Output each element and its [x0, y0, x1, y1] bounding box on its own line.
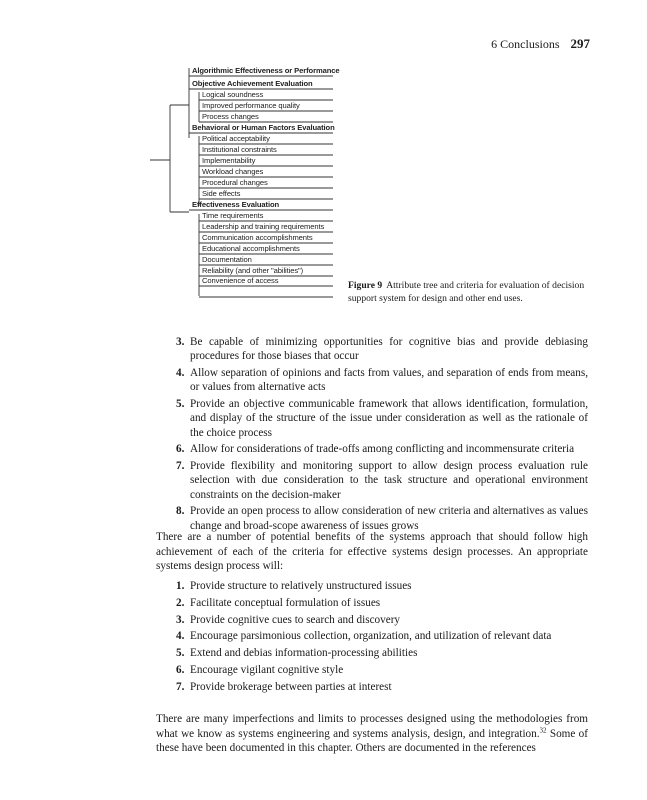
list-item: [176, 579, 588, 593]
list-item-number: 4.: [176, 367, 185, 379]
list-item-number: 6.: [176, 443, 185, 456]
list-item-text: Allow for considerations of trade-offs among conflicting and incommensurate criteria: [190, 443, 575, 456]
list-item-number: 1.: [176, 580, 185, 592]
tree-node-label: Objective Achievement Evaluation: [192, 79, 313, 88]
list-item-text: Allow separation of opinions and facts from values, and separation of ends from means, or values from alternative acts: [190, 367, 588, 394]
tree-node-label: Political acceptability: [202, 134, 270, 143]
tree-node-label: Institutional constraints: [202, 145, 277, 154]
tree-node-label: Workload changes: [202, 167, 264, 176]
chapter-number: 6: [491, 37, 498, 51]
closing-paragraph: [156, 712, 588, 756]
tree-node-label: Effectiveness Evaluation: [192, 200, 280, 209]
tree-node-label: Communication accomplishments: [202, 233, 313, 242]
tree-node-label: Improved performance quality: [202, 101, 300, 110]
list-item: [176, 646, 588, 660]
benefits-list: [176, 579, 588, 697]
list-item-text: Encourage parsimonious collection, organization, and utilization of relevant data: [190, 630, 552, 643]
figure-caption: [348, 279, 594, 305]
list-item-number: 7.: [176, 680, 185, 693]
list-item: [176, 366, 588, 395]
list-item-text: Provide structure to relatively unstructured issues: [190, 580, 412, 592]
list-item-text: Provide an open process to allow consideration of new criteria and alternatives as values change and broad-scope awareness of issues grows: [190, 505, 588, 532]
list-item: [176, 680, 588, 694]
page-number: 297: [570, 36, 590, 51]
list-item-number: 7.: [176, 460, 185, 472]
tree-node-label: Process changes: [202, 112, 259, 121]
tree-node-label: Algorithmic Effectiveness or Performance: [192, 66, 340, 75]
list-item: [176, 629, 588, 643]
list-item: [176, 504, 588, 533]
list-item-number: 5.: [176, 647, 185, 660]
list-item-number: 5.: [176, 398, 185, 410]
list-item: [176, 442, 588, 456]
tree-node-label: Educational accomplishments: [202, 244, 300, 253]
list-item-number: 3.: [176, 613, 185, 626]
list-item-text: Extend and debias information-processing abilities: [190, 647, 418, 660]
figure-label: Figure 9: [348, 280, 383, 291]
list-item: [176, 459, 588, 502]
tree-node-label: Documentation: [202, 255, 252, 264]
body-paragraph: There are a number of potential benefits of the systems approach that should follow high achievement of each of the criteria for effective systems design processes. An appropriate systems design process will:: [156, 531, 588, 573]
closing-paragraph-text: There are many imperfections and limits to processes designed using the methodologies from what we know as systems engineering and systems analysis, design, and integration.: [156, 713, 588, 740]
list-item: [176, 397, 588, 440]
tree-node-label: Side effects: [202, 189, 241, 198]
list-item: [176, 335, 588, 364]
closing-paragraph-continuation: Some of these have been documented in this chapter. Others are documented in the references: [156, 727, 588, 755]
tree-node-label: Procedural changes: [202, 178, 268, 187]
tree-node-label: Logical soundness: [202, 90, 264, 99]
list-item-text: Encourage vigilant cognitive style: [190, 663, 344, 676]
attribute-tree-figure: [150, 64, 340, 304]
list-item-number: 2.: [176, 596, 185, 609]
criteria-list: [176, 335, 588, 535]
list-item-text: Provide brokerage between parties at interest: [190, 680, 392, 693]
list-item-text: Facilitate conceptual formulation of issues: [190, 596, 381, 609]
list-item-number: 6.: [176, 663, 185, 676]
list-item: [176, 596, 588, 610]
chapter-title: Conclusions: [500, 37, 560, 51]
tree-node-label: Implementability: [202, 156, 256, 165]
list-item: [176, 663, 588, 677]
tree-node-label: Reliability (and other "abilities"): [202, 266, 304, 275]
tree-node-label: Time requirements: [202, 211, 264, 220]
list-item-text: Provide an objective communicable framework that allows identification, formulation, and display of the structure of the issue under consideration as well as the rationale of the choice process: [190, 398, 588, 439]
list-item-text: Provide cognitive cues to search and discovery: [190, 613, 401, 626]
tree-node-label: Convenience of access: [202, 276, 279, 285]
figure-caption-text: Attribute tree and criteria for evaluation of decision support system for design and other end uses.: [348, 280, 585, 304]
running-header: [0, 36, 590, 52]
list-item-number: 4.: [176, 630, 185, 643]
list-item-text: Be capable of minimizing opportunities for cognitive bias and provide debiasing procedures for those biases that occur: [190, 336, 588, 363]
tree-node-label: Leadership and training requirements: [202, 222, 325, 231]
footnote-marker: 32: [539, 725, 547, 734]
tree-node-label: Behavioral or Human Factors Evaluation: [192, 123, 335, 132]
list-item-text: Provide flexibility and monitoring support to allow design process evaluation rule selection with due consideration to the task structure and operational environment constraints on the decision-maker: [190, 460, 588, 501]
list-item-number: 8.: [176, 505, 185, 518]
list-item-number: 3.: [176, 336, 185, 348]
list-item: [176, 613, 588, 627]
